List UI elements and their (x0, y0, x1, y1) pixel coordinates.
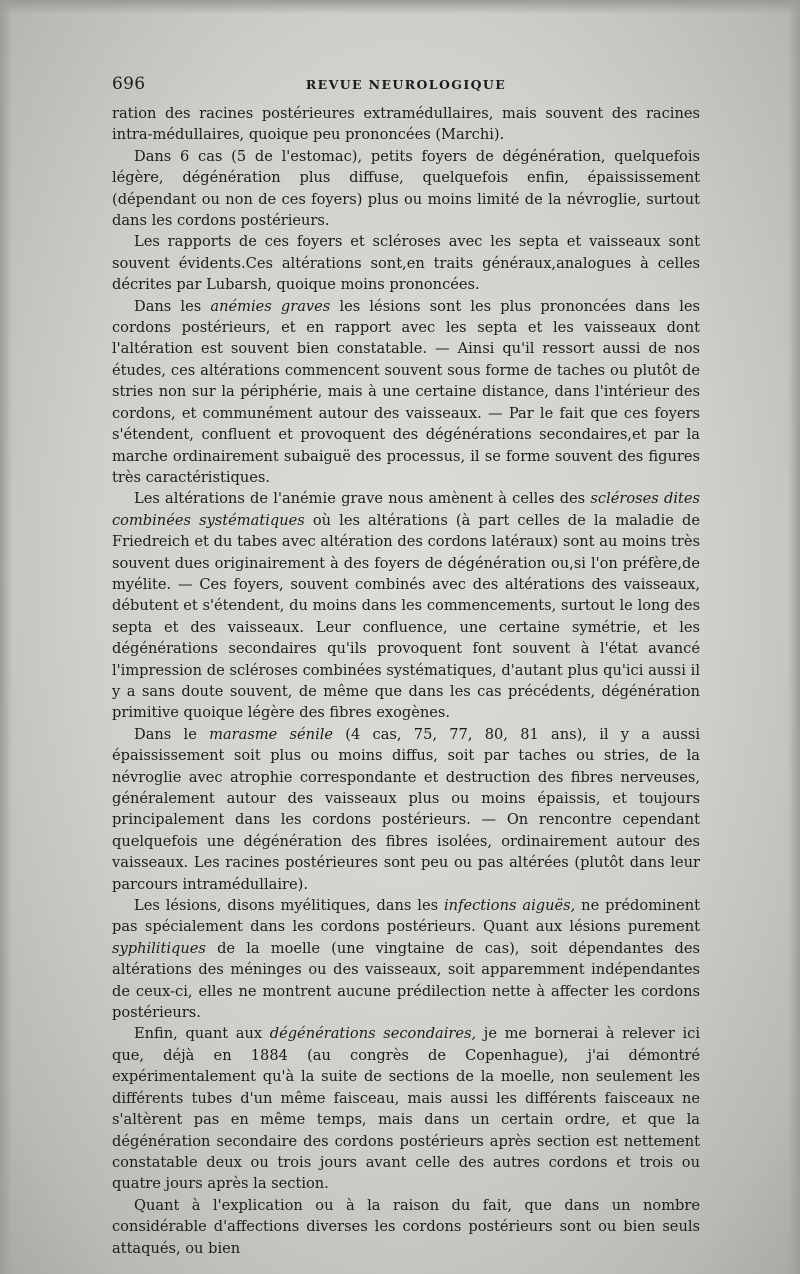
paragraph-text: Les altérations de l'anémie grave nous amènent à celles des (134, 490, 591, 508)
italic-term: syphilitiques (112, 939, 206, 957)
paragraph (112, 296, 700, 489)
paragraph-text: ne prédominent pas spécialement dans les cordons postérieurs. Quant aux lésions purement (112, 897, 700, 936)
paragraph-text: Les lésions, disons myélitiques, dans les (134, 897, 444, 915)
paragraph-text: où les altérations (à part celles de la maladie de Friedreich et du tabes avec altération des cordons latéraux) sont au moins très souvent dues originairement à des foyers de dégénération ou,si l'on préfère,de myélite. — Ces foyers, souvent combinés avec des altérations des vaisseaux, débutent et s'étendent, du moins dans les commencements, surtout le long des septa et des vaisseaux. Leur confluence, une certaine symétrie, et les dégénérations secondaires qu'ils provoquent font souvent à l'état avancé l'impression de scléroses combinées systématiques, d'autant plus qu'ici aussi il y a sans doute souvent, de même que dans les cas précédents, dégénération primitive quoique légère des fibres exogènes. (112, 511, 700, 722)
paragraph-text: Quant à l'explication ou à la raison du fait, que dans un nombre considérable d'affections diverses les cordons postérieurs sont ou bien seuls attaqués, ou bien (112, 1196, 700, 1257)
paragraph (112, 1023, 700, 1194)
paragraph-text: Les rapports de ces foyers et scléroses avec les septa et vaisseaux sont souvent évidents.Ces altérations sont,en traits généraux,analogues à celles décrites par Lubarsh, quoique moins prononcées. (112, 233, 700, 294)
scan-shadow-right (788, 0, 800, 1274)
italic-term: anémies graves (210, 297, 331, 315)
paragraph-text: de la moelle (une vingtaine de cas), soit dépendantes des altérations des méninges ou des vaisseaux, soit apparemment indépendantes de ceux-ci, elles ne montrent aucune prédilection nette à affecter les cordons postérieurs. (112, 939, 700, 1022)
italic-term: dégénérations secondaires, (269, 1025, 477, 1043)
page-header (112, 74, 700, 96)
article-body (112, 103, 700, 1259)
italic-term: infections aiguës, (444, 897, 576, 915)
paragraph-text: (4 cas, 75, 77, 80, 81 ans), il y a aussi épaississement soit plus ou moins diffus, soit par taches ou stries, de la névroglie avec atrophie correspondante et destruction des fibres nerveuses, généralement autour des vaisseaux plus ou moins épaissis, et toujours principalement dans les cordons postérieurs. — On rencontre cependant quelquefois une dégénération des fibres isolées, ordinairement autour des vaisseaux. Les racines postérieures sont peu ou pas altérées (plutôt dans leur parcours intramédullaire). (112, 725, 700, 893)
paragraph (112, 103, 700, 146)
paragraph (112, 895, 700, 1023)
running-title: REVUE NEUROLOGIQUE (305, 77, 507, 92)
page-number: 696 (112, 74, 146, 94)
paragraph-text: Dans 6 cas (5 de l'estomac), petits foyers de dégénération, quelquefois légère, dégénération plus diffuse, quelquefois enfin, épaississement (dépendant ou non de ces foyers) plus ou moins limité de la névroglie, surtout dans les cordons postérieurs. (112, 147, 700, 230)
scan-shadow-top (0, 0, 800, 14)
italic-term: marasme sénile (209, 725, 334, 743)
paragraph-text: les lésions sont les plus prononcées dans les cordons postérieurs, et en rapport avec les septa et les vaisseaux dont l'altération est souvent bien constatable. — Ainsi qu'il ressort aussi de nos études, ces altérations commencent souvent sous forme de taches ou plutôt de stries non sur la périphérie, mais à une certaine distance, dans l'intérieur des cordons, et communément autour des vaisseaux. — Par le fait que ces foyers s'étendent, confluent et provoquent des dégénérations secondaires,et par la marche ordinairement subaiguë des processus, il se forme souvent des figures très caractéristiques. (112, 297, 700, 486)
paragraph-text: je me bornerai à relever ici que, déjà en 1884 (au congrès de Copenhague), j'ai démontré expérimentalement qu'à la suite de sections de la moelle, non seulement les différents tubes d'un même faisceau, mais aussi les différents faisceaux ne s'altèrent pas en même temps, mais dans un certain ordre, et que la dégénération secondaire des cordons postérieurs après section est nettement constatable deux ou trois jours avant celle des autres cordons et trois ou quatre jours après la section. (112, 1025, 701, 1193)
paragraph (112, 1195, 700, 1259)
paragraph-text: Dans les (134, 297, 211, 315)
italic-term: scléroses dites combinées systématiques (112, 490, 700, 529)
paragraph (112, 724, 700, 895)
paragraph (112, 231, 700, 295)
scan-shadow-left (0, 0, 12, 1274)
paragraph-text: Enfin, quant aux (134, 1025, 270, 1043)
paragraph (112, 146, 700, 232)
paragraph-text: ration des racines postérieures extramédullaires, mais souvent des racines intra-médullaires, quoique peu prononcées (Marchi). (112, 105, 700, 144)
paragraph-text: Dans le (134, 725, 210, 743)
paragraph (112, 488, 700, 723)
